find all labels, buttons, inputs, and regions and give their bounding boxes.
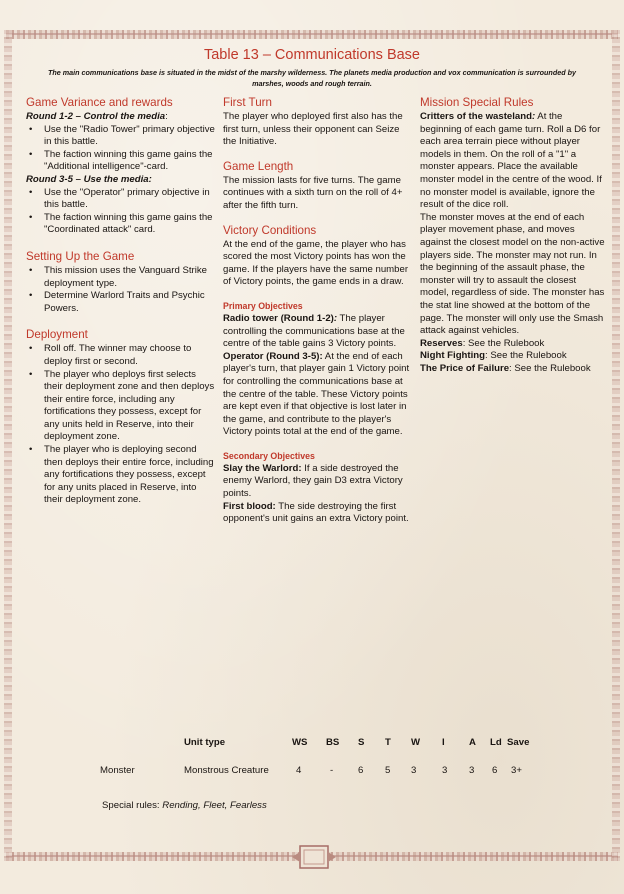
list-item: • Determine Warlord Traits and Psychic Powers. — [44, 290, 216, 315]
stat-header: W — [411, 737, 421, 748]
round2-label: Round 3-5 – Use the media: — [26, 173, 152, 185]
page-title: Table 13 – Communications Base — [203, 47, 420, 63]
stat-cell: 3+ — [511, 765, 522, 776]
reserves-rule: Reserves: See the Rulebook — [420, 337, 545, 349]
slay-warlord-text: Slay the Warlord: If a side destroyed the enemy Warlord, they gain D3 extra Victory points. — [223, 462, 403, 500]
list-item: • The player who deploys first selects their deployment zone and then deploys their entire force, including any fortifications they possess, except for any units held in Reserve, into their deployment zone. — [44, 369, 216, 445]
list-item: • The player who is deploying second then deploys their entire force, including any fortifications they possess, except for any units placed in Reserve, into their deployment zone. — [44, 444, 216, 507]
game-length-text: The mission lasts for five turns. The game continues with a sixth turn on the roll of 4+ after the fifth turn. — [223, 174, 403, 211]
game-length-heading: Game Length — [223, 159, 294, 173]
stat-cell: 6 — [492, 765, 498, 776]
stat-cell: 3 — [411, 765, 417, 776]
first-turn-text: The player who deployed first also has the first turn, unless their opponent can Seize the Initiative. — [223, 111, 403, 148]
stat-cell: 3 — [469, 765, 475, 776]
stat-cell: - — [330, 765, 334, 776]
victory-text: At the end of the game, the player who has scored the most Victory points has won the game. If the players have the same number of Victory points, the game ends in a draw. — [223, 238, 409, 288]
monster-text: The monster moves at the end of each player movement phase, and moves against the closest model on the non-active players side. The monster may not run. In the beginning of the assault phase, the monster will try to assault the closest model, regardless of side. The monster has the stat line showed at the bottom of the page. The monster will only use the Smash attack against vehicles. — [420, 211, 605, 337]
page-subtitle: The main communications base is situated in the midst of the marshy wilderness. The planets media production and vox communication is surrounded by marshes, woods and rough terrain. — [48, 68, 576, 88]
stat-header: A — [469, 737, 476, 748]
stat-header: Ld — [490, 737, 502, 748]
deployment-list — [26, 343, 216, 507]
list-item: • This mission uses the Vanguard Strike deployment type. — [44, 265, 216, 290]
list-item: • Use the "Radio Tower" primary objective in this battle. — [44, 124, 216, 149]
list-item: • The faction winning this game gains the "Additional intelligence"-card. — [44, 149, 216, 174]
stat-cell: Monstrous Creature — [184, 765, 269, 776]
column-right — [420, 96, 605, 375]
list-item: • Roll off. The winner may choose to deploy first or second. — [44, 343, 216, 368]
primary-heading: Primary Objectives — [223, 300, 303, 311]
price-of-failure-rule: The Price of Failure: See the Rulebook — [420, 362, 591, 374]
list-item: • The faction winning this game gains the "Coordinated attack" card. — [44, 212, 216, 237]
stat-header: Save — [507, 737, 530, 748]
setup-heading: Setting Up the Game — [26, 249, 135, 263]
top-border — [6, 30, 618, 39]
stat-header: Unit type — [184, 737, 226, 748]
round2-list — [26, 187, 216, 237]
stat-cell: 4 — [296, 765, 302, 776]
radio-tower-text: Radio tower (Round 1-2): The player controlling the communications base at the centre of the table gains 3 Victory points. — [223, 312, 405, 350]
column-middle — [223, 96, 413, 526]
secondary-heading: Secondary Objectives — [223, 450, 315, 461]
right-border — [612, 30, 620, 861]
stat-header: T — [385, 737, 391, 748]
left-border — [4, 30, 12, 861]
column-left — [26, 96, 216, 507]
first-blood-text: First blood: The side destroying the first opponent's unit gains an extra Victory point. — [223, 500, 409, 525]
game-variance-heading: Game Variance and rewards — [26, 96, 173, 109]
stat-header: I — [442, 737, 445, 748]
night-fighting-rule: Night Fighting: See the Rulebook — [420, 350, 567, 362]
setup-list — [26, 265, 216, 315]
deployment-heading: Deployment — [26, 328, 88, 342]
stat-cell: 6 — [358, 765, 364, 776]
critters-text: Critters of the wasteland: At the beginning of each game turn. Roll a D6 for each area terrain piece without player models in them. On the roll of a "1" a monster appears. Place the available monster model in the centre of the wood. If no monster model is available, ignore the result of the dice roll. — [420, 111, 602, 211]
first-turn-heading: First Turn — [223, 96, 272, 109]
round1-label: Round 1-2 – Control the media: — [26, 111, 168, 122]
round1-list — [26, 124, 216, 174]
stat-header: BS — [326, 737, 340, 748]
special-rules-line: Special rules: Rending, Fleet, Fearless — [102, 800, 267, 811]
list-item: • Use the "Operator" primary objective in this battle. — [44, 187, 216, 212]
stat-cell: 3 — [442, 765, 448, 776]
operator-text: Operator (Round 3-5): At the end of each player's turn, that player gain 1 Victory point for controlling the communications base at the centre of the table. These Victory points are kept even if that objective is lost later in the game, and contribute to the player's Victory points total at the end of the game. — [223, 350, 410, 438]
stat-cell: Monster — [100, 765, 135, 776]
special-rules-heading: Mission Special Rules — [420, 96, 534, 109]
ornament-icon — [290, 842, 338, 872]
victory-heading: Victory Conditions — [223, 223, 317, 237]
stat-cell: 5 — [385, 765, 391, 776]
stat-header: S — [358, 737, 365, 748]
stat-header: WS — [292, 737, 308, 748]
